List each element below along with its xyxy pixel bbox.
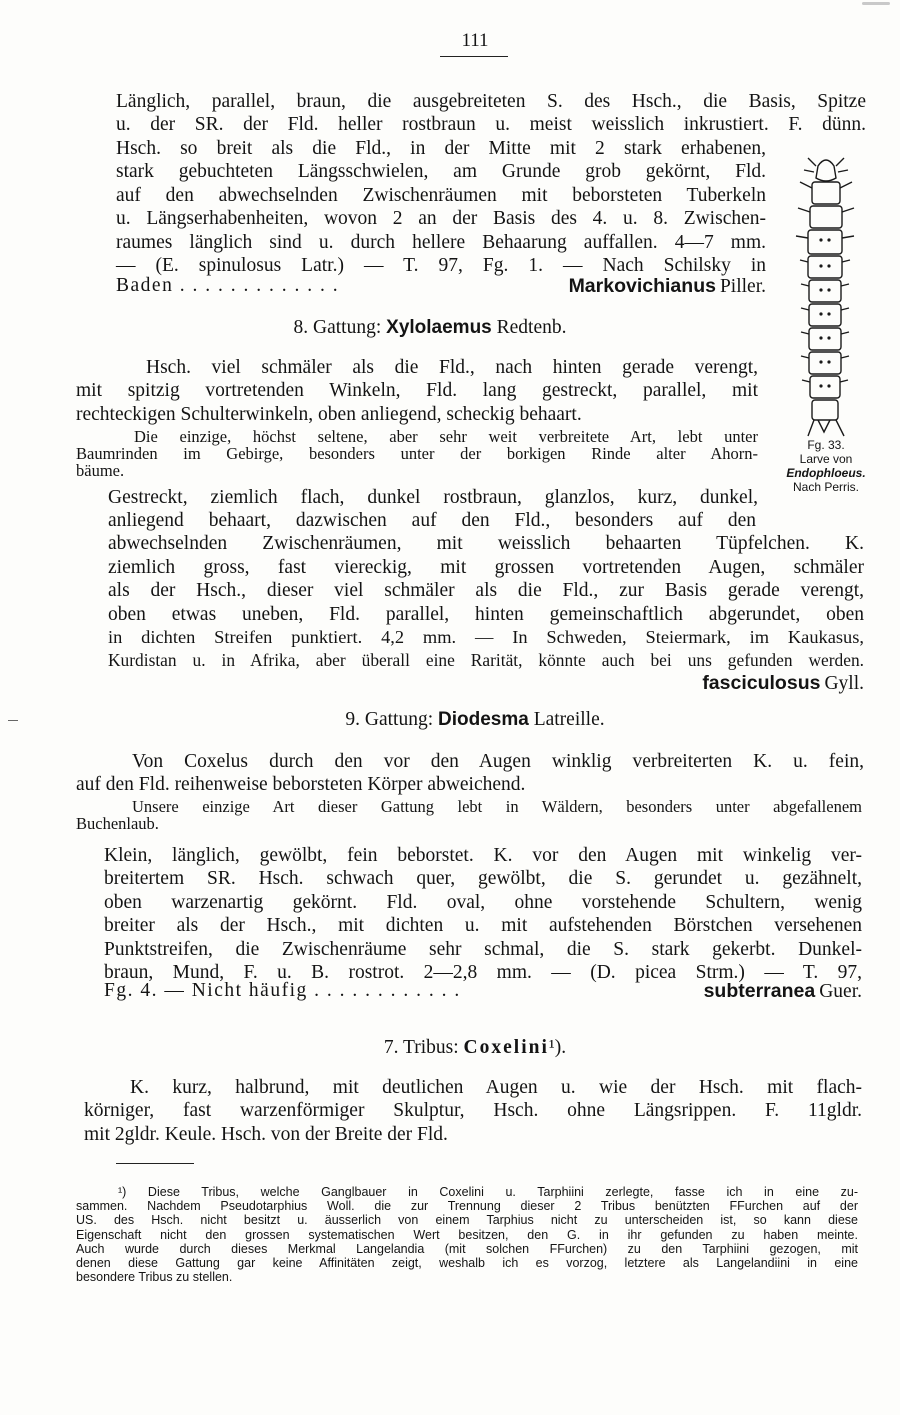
species-name-line — [116, 275, 766, 297]
text-line: Punktstreifen, die Zwischenräume sehr schmal, die S. stark gekerbt. Dunkel- — [104, 938, 862, 960]
genus-author: Redtenb. — [496, 317, 567, 338]
text-line: breiter als der Hsch., mit dichten u. mit aufstehenden Börstchen versehenen — [104, 915, 862, 937]
text-line: u. Längserhabenheiten, wovon 2 an der Basis des 4. u. 8. Zwischen- — [116, 208, 766, 230]
larva-illustration — [788, 152, 864, 450]
species-description-continued-narrow — [116, 137, 766, 277]
genus-habitat — [76, 428, 758, 479]
text-line: körniger, fast warzenförmiger Skulptur, Hsch. ohne Längsrippen. F. 11gldr. — [84, 1100, 862, 1122]
text-line: Von Coxelus durch den vor den Augen winklig verbreiterten K. u. fein, — [132, 751, 864, 772]
genus-prefix: 8. Gattung: — [293, 317, 382, 338]
text-line: Hsch. so breit als die Fld., in der Mitte mit 2 stark erhabenen, — [116, 138, 766, 159]
text-line: Auch wurde durch dieses Merkmal Langelandia (mit solchen FFurchen) zu den Tarphiini gezogen, mit — [76, 1241, 858, 1256]
genus-name: Diodesma — [438, 709, 529, 730]
genus-name: Xylolaemus — [386, 317, 492, 338]
text-line: oben warzenartig gekörnt. Fld. oval, ohne vorstehende Schultern, wenig — [104, 891, 862, 913]
genus-description — [76, 356, 758, 426]
genus-description — [76, 750, 864, 797]
text-line: Klein, länglich, gewölbt, fein beborstet. K. vor den Augen mit winkelig ver- — [104, 845, 862, 866]
text-line: Gestreckt, ziemlich flach, dunkel rostbraun, glanzlos, kurz, dunkel, — [108, 487, 758, 508]
genus-prefix: 9. Gattung: — [345, 709, 434, 730]
footnote-rule — [116, 1163, 194, 1164]
text-line: Buchenlaub. — [76, 814, 159, 833]
species-name: subterranea — [703, 980, 816, 1002]
species-name-line — [104, 980, 862, 1002]
text-line: auf den abwechselnden Zwischenräumen mit beborsteten Tuberkeln — [116, 184, 766, 206]
figure-label: Fg. 33. — [807, 438, 845, 452]
genus-heading — [0, 709, 900, 731]
tribus-footnote-ref: ¹). — [548, 1037, 567, 1058]
page-number-rule — [440, 56, 508, 57]
text-line: Kurdistan u. in Afrika, aber überall eine Rarität, könnte auch bei uns gefunden werden. — [108, 650, 864, 671]
genus-habitat — [76, 798, 862, 832]
text-line: in dichten Streifen punktiert. 4,2 mm. — In Schweden, Steiermark, im Kaukasus, — [108, 627, 864, 648]
text-line: oben etwas uneben, Fld. parallel, hinten gemeinschaftlich abgerundet, oben — [108, 603, 864, 625]
text-line: stark gebuchteten Längsschwielen, am Grunde grob gekörnt, Fld. — [116, 161, 766, 183]
species-name-line — [702, 672, 864, 695]
dotted-leader: Fg. 4. — Nicht häufig . . . . . . . . . . . . — [104, 980, 461, 1001]
species-author: Piller. — [719, 276, 766, 297]
text-line: Länglich, parallel, braun, die ausgebreiteten S. des Hsch., die Basis, Spitze — [116, 91, 866, 112]
species-description — [108, 486, 758, 509]
tribus-prefix: 7. Tribus: — [383, 1037, 459, 1058]
species-author: Guer. — [819, 981, 862, 1002]
text-line: — (E. spinulosus Latr.) — T. 97, Fg. 1. — Nach Schilsky in — [116, 255, 766, 277]
text-line: mit 2gldr. Keule. Hsch. von der Breite der Fld. — [84, 1123, 448, 1145]
figure-source: Nach Perris. — [792, 480, 860, 494]
genus-heading — [0, 317, 860, 339]
text-line: K. kurz, halbrund, mit deutlichen Augen u. wie der Hsch. mit flach- — [130, 1077, 862, 1098]
text-line: Die einzige, höchst seltene, aber sehr weit verbreitete Art, lebt unter — [134, 427, 758, 446]
text-line: anliegend behaart, dazwischen auf den Fld., besonders auf den — [108, 510, 756, 531]
text-line: Eigenschaft nicht den grossen systematischen Wert besitzen, den G. in ihr gefunden zu haben meinte. — [76, 1227, 858, 1242]
text-line: besondere Tribus zu stellen. — [76, 1270, 233, 1285]
text-line: braun, Mund, F. u. B. rostrot. 2—2,8 mm. — (D. picea Strm.) — T. 97, — [104, 962, 862, 984]
figure-caption-line: Larve von — [799, 452, 853, 466]
species-description — [104, 844, 862, 984]
figure-taxon: Endophloeus. — [786, 466, 866, 480]
figure-caption — [768, 438, 884, 494]
text-line: bäume. — [76, 461, 125, 480]
text-line: Hsch. viel schmäler als die Fld., nach hinten gerade verengt, — [146, 357, 758, 378]
species-description-wide — [108, 509, 864, 673]
footnote — [76, 1185, 858, 1284]
text-line: als der Hsch., dieser viel schmäler als die Fld., zur Basis gerade verengt, — [108, 580, 864, 602]
species-name: fasciculosus — [702, 672, 821, 694]
genus-author: Latreille. — [533, 709, 605, 730]
text-line: abwechselnden Zwischenräumen, mit weisslich behaarten Tüpfelchen. K. — [108, 533, 864, 555]
tribus-description — [84, 1076, 862, 1146]
text-line: Baumrinden im Gebirge, besonders unter der borkigen Rinde alter Ahorn- — [76, 444, 758, 463]
text-line: denen diese Gattung gar keine Affinitäten zeigt, weshalb ich es vorzog, letztere als Langelandiini in eine — [76, 1256, 858, 1271]
text-line: mit spitzig vortretenden Winkeln, Fld. lang gestreckt, parallel, mit — [76, 380, 758, 402]
species-description-continued — [116, 90, 866, 137]
text-line: ziemlich gross, fast viereckig, mit grossen vortretenden Augen, schmäler — [108, 556, 864, 578]
text-line: rechteckigen Schulterwinkeln, oben anliegend, scheckig behaart. — [76, 403, 582, 425]
species-name: Markovichianus — [568, 275, 716, 297]
scan-corner-mark — [862, 2, 890, 5]
text-line: Unsere einzige Art dieser Gattung lebt in Wäldern, besonders unter abgefallenem — [132, 797, 862, 816]
text-line: sammen. Nachdem Pseudotarphius Woll. die zur Trennung dieser 2 Tribus benützten FFurchen auf der — [76, 1199, 858, 1214]
dotted-leader: Baden . . . . . . . . . . . . . — [116, 275, 340, 296]
page-number: 111 — [461, 30, 489, 51]
tribus-heading — [0, 1037, 900, 1059]
species-author: Gyll. — [824, 673, 864, 694]
tribus-name: Coxelini — [463, 1037, 549, 1058]
text-line: US. des Hsch. nicht besitzt u. äusserlich von einem Tarphius nicht zu unterscheiden ist, so kann diese — [76, 1213, 858, 1228]
text-line: ¹) Diese Tribus, welche Ganglbauer in Coxelini u. Tarphiini zerlegte, fasse ich in eine zu- — [118, 1185, 858, 1199]
text-line: auf den Fld. reihenweise beborsteten Körper abweichend. — [76, 774, 526, 796]
text-line: u. der SR. der Fld. heller rostbraun u. meist weisslich inkrustiert. F. dünn. — [116, 114, 866, 136]
text-line: raumes länglich sind u. durch hellere Behaarung auffallen. 4—7 mm. — [116, 231, 766, 253]
text-line: breitertem SR. Hsch. schwach quer, gewölbt, die S. gerundet u. gezähnelt, — [104, 868, 862, 890]
